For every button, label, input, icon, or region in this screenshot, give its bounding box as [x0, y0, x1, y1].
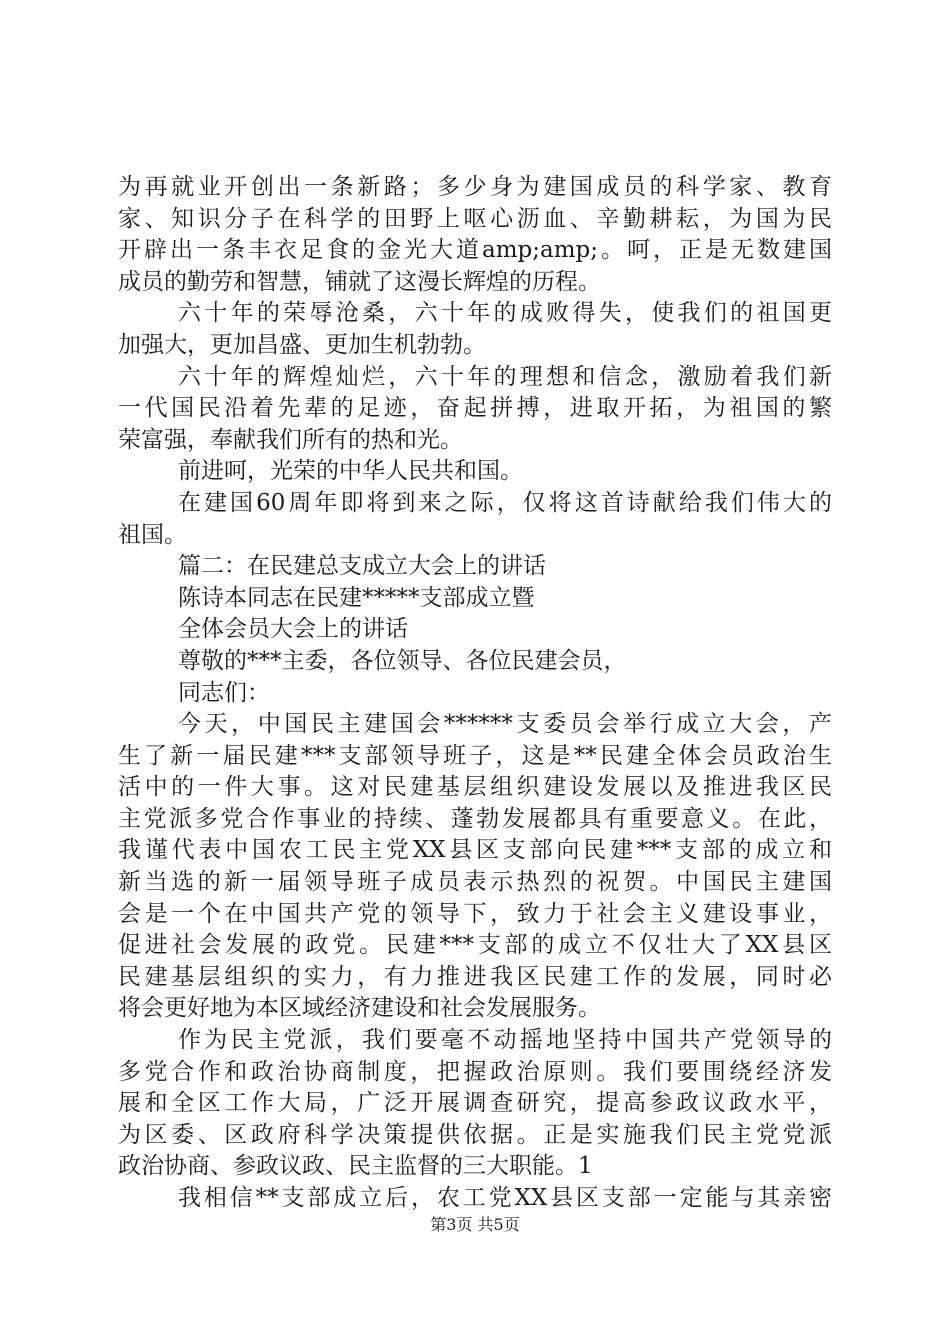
text-line: 陈诗本同志在民建*****支部成立暨 [178, 584, 535, 611]
text-line: 多党合作和政治协商制度，把握政治原则。我们要围绕经济发 [118, 1058, 832, 1085]
text-line: 政治协商、参政议政、民主监督的三大职能。1 [118, 1153, 593, 1180]
text-line: 会是一个在中国共产党的领导下，致力于社会主义建设事业， [118, 900, 832, 927]
text-line: 篇二：在民建总支成立大会上的讲话 [178, 553, 546, 580]
text-line: 前进呵，光荣的中华人民共和国。 [178, 458, 523, 485]
document-body [118, 172, 832, 1215]
text-line: 开辟出一条丰衣足食的金光大道amp;amp;。呵，正是无数建国 [118, 237, 832, 264]
text-line: 主党派多党合作事业的持续、蓬勃发展都具有重要意义。在此， [118, 805, 832, 832]
text-line: 作为民主党派，我们要毫不动摇地坚持中国共产党领导的 [178, 1027, 832, 1054]
text-line: 今天，中国民主建国会******支委员会举行成立大会，产 [178, 711, 832, 738]
text-line: 荣富强，奉献我们所有的热和光。 [118, 426, 463, 453]
text-line: 展和全区工作大局，广泛开展调查研究，提高参政议政水平， [118, 1090, 832, 1117]
text-line: 活中的一件大事。这对民建基层组织建设发展以及推进我区民 [118, 774, 832, 801]
text-line: 促进社会发展的政党。民建***支部的成立不仅壮大了XX县区 [118, 932, 832, 959]
text-line: 在建国60周年即将到来之际，仅将这首诗献给我们伟大的 [178, 489, 832, 516]
text-line: 成员的勤劳和智慧，铺就了这漫长辉煌的历程。 [118, 268, 601, 295]
text-line: 加强大，更加昌盛、更加生机勃勃。 [118, 331, 486, 358]
text-line: 民建基层组织的实力，有力推进我区民建工作的发展，同时必 [118, 963, 832, 990]
text-line: 新当选的新一届领导班子成员表示热烈的祝贺。中国民主建国 [118, 869, 832, 896]
text-line: 六十年的荣辱沧桑，六十年的成败得失，使我们的祖国更 [178, 300, 832, 327]
text-line: 一代国民沿着先辈的足迹，奋起拼搏，进取开拓，为祖国的繁 [118, 395, 832, 422]
text-line: 六十年的辉煌灿烂，六十年的理想和信念，激励着我们新 [178, 363, 832, 390]
text-line: 我谨代表中国农工民主党XX县区支部向民建***支部的成立和 [118, 837, 832, 864]
text-line: 祖国。 [118, 521, 187, 548]
text-line: 将会更好地为本区域经济建设和社会发展服务。 [118, 995, 601, 1022]
text-line: 尊敬的***主委，各位领导、各位民建会员， [178, 647, 627, 674]
text-line: 为再就业开创出一条新路；多少身为建国成员的科学家、教育 [118, 174, 832, 200]
page-footer: 第3页 共5页 [430, 1215, 520, 1234]
text-line: 为区委、区政府科学决策提供依据。正是实施我们民主党党派 [118, 1121, 832, 1148]
text-line: 生了新一届民建***支部领导班子，这是**民建全体会员政治生 [118, 742, 832, 769]
text-line: 家、知识分子在科学的田野上呕心沥血、辛勤耕耘，为国为民 [118, 205, 832, 232]
text-line: 全体会员大会上的讲话 [178, 616, 408, 643]
text-line: 我相信**支部成立后，农工党XX县区支部一定能与其亲密 [178, 1185, 832, 1211]
text-line: 同志们： [178, 679, 270, 706]
